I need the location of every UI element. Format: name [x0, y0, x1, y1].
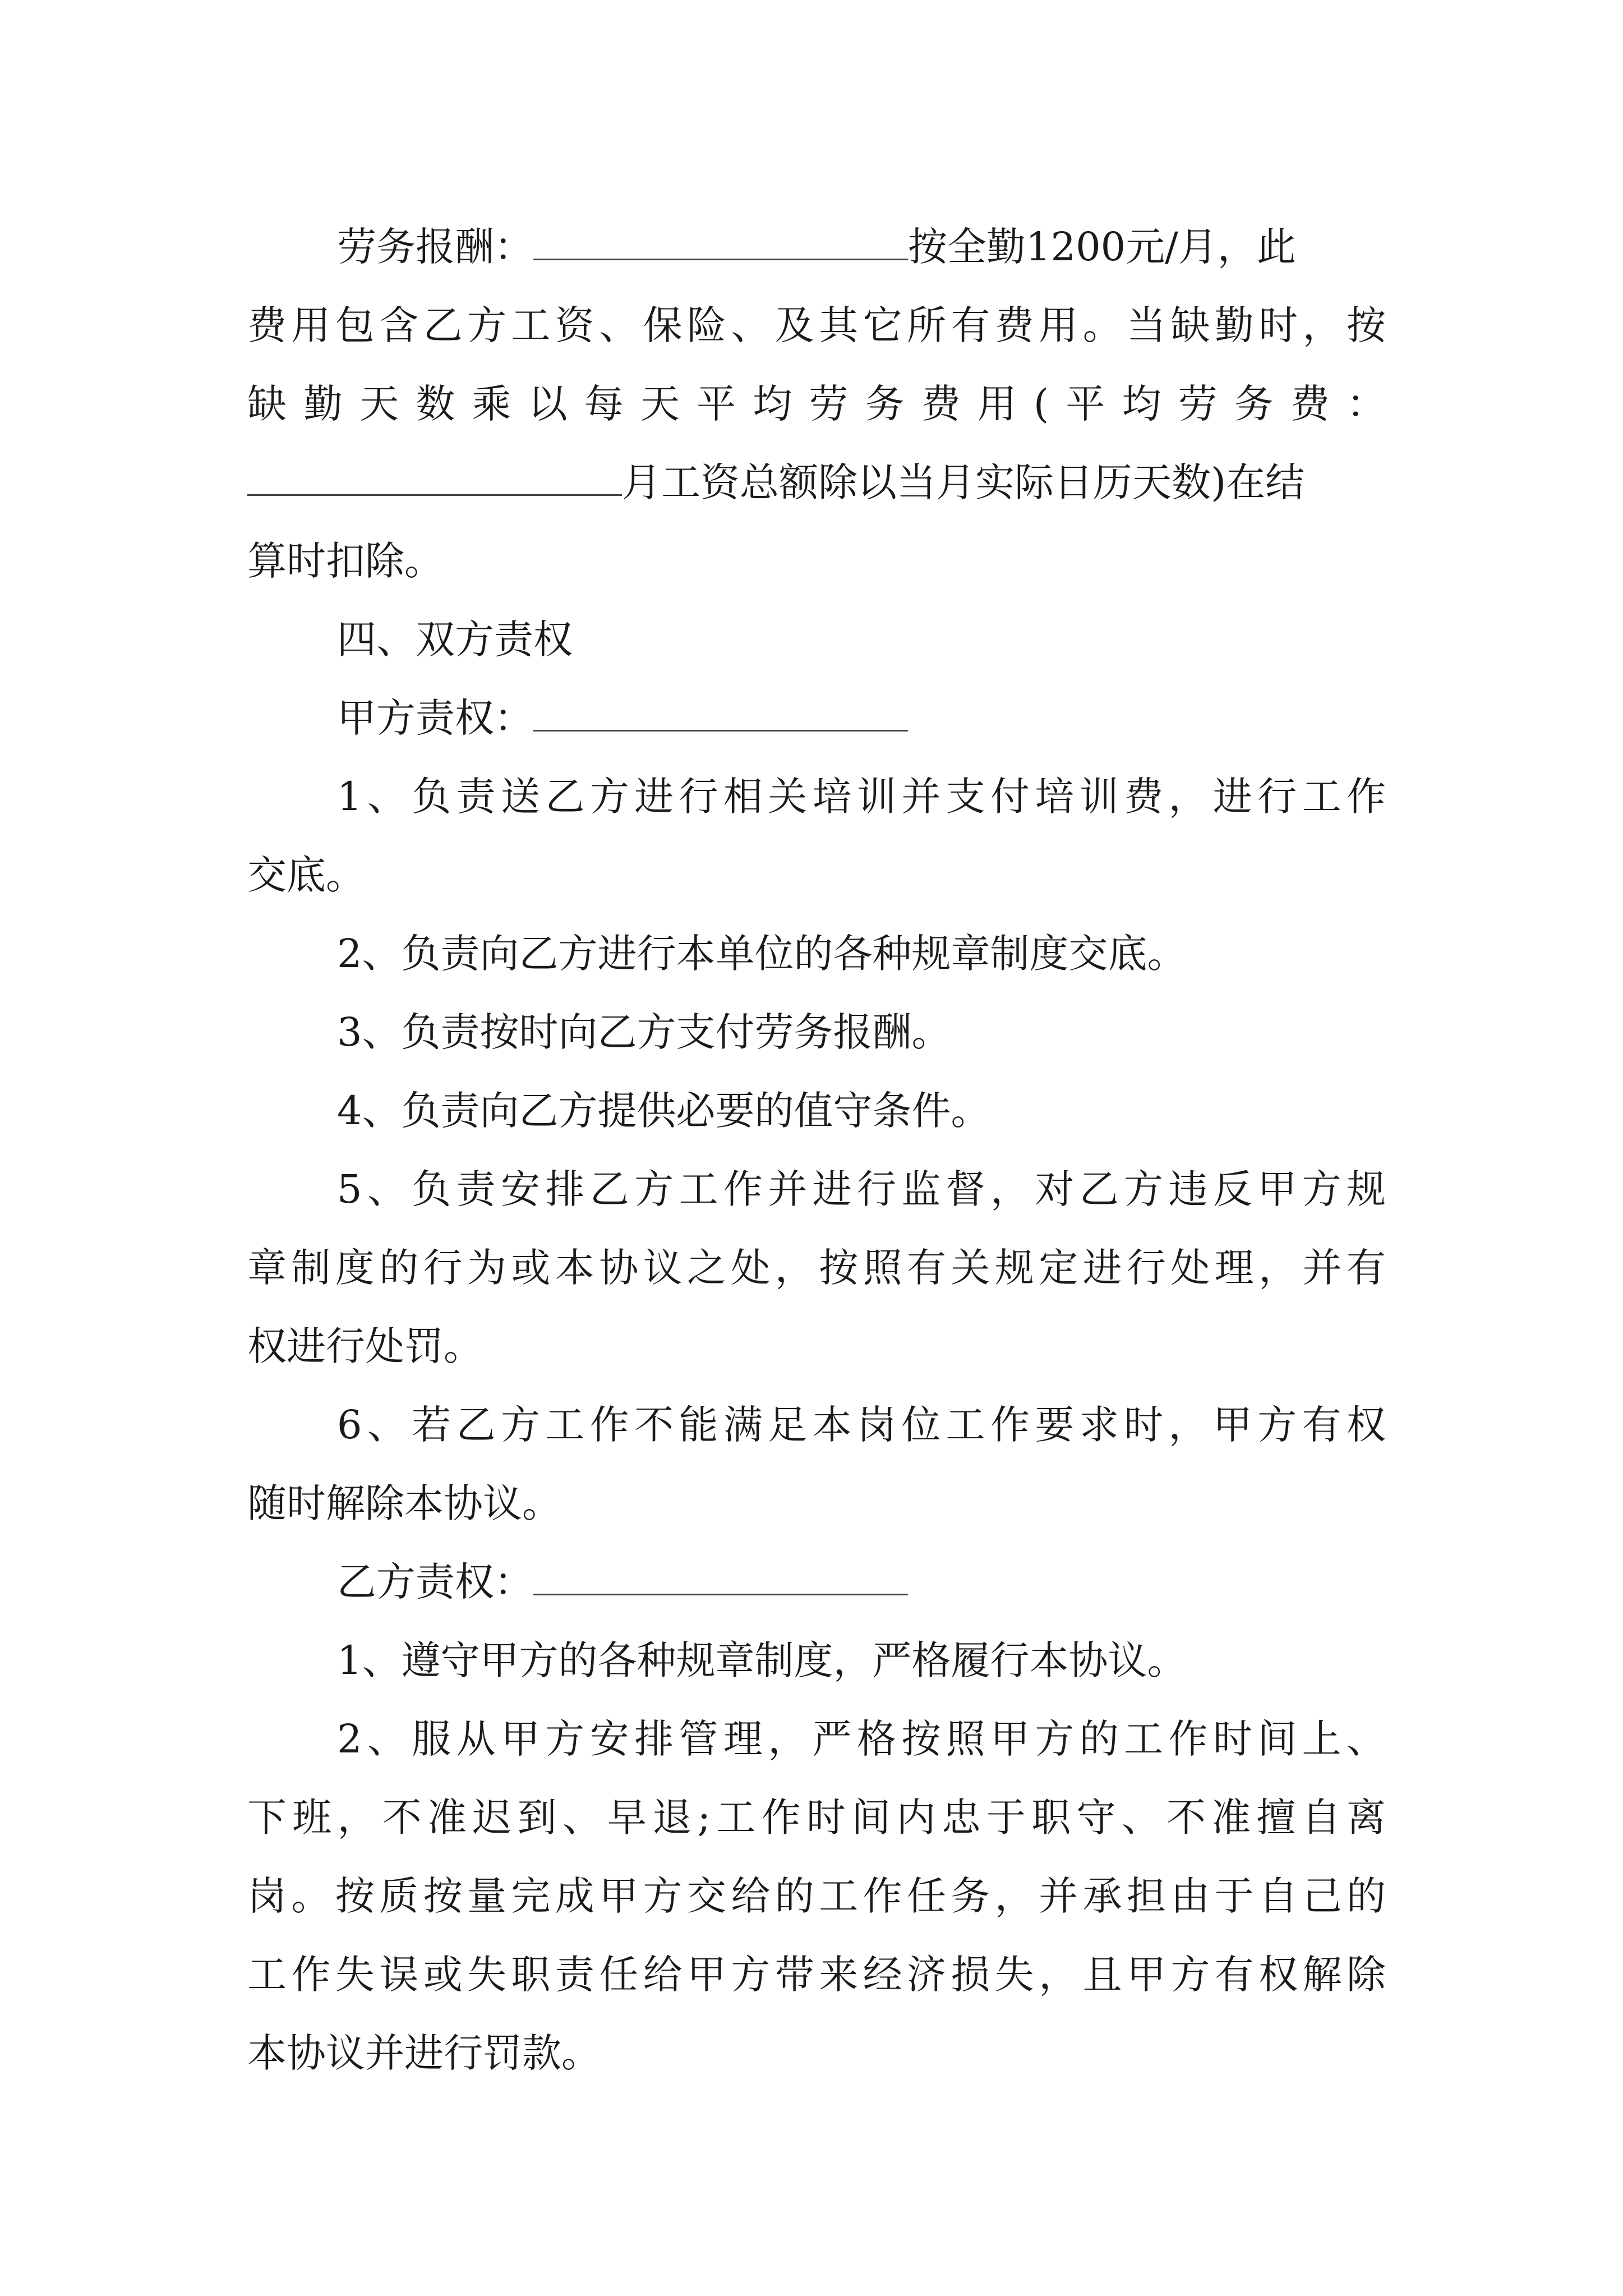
remuneration-line-3: 缺勤天数乘以每天平均劳务费用(平均劳务费： [247, 381, 1386, 427]
section-4-title: 四、双方责权 [337, 616, 573, 662]
remuneration-line-4-text: 月工资总额除以当月实际日历天数)在结 [622, 459, 1305, 505]
party-a-item-5-line-3: 权进行处罚。 [247, 1323, 483, 1369]
party-b-label-line [247, 1543, 1386, 1621]
party-a-item-6-line-1: 6、若乙方工作不能满足本岗位工作要求时，甲方有权 [337, 1402, 1386, 1448]
party-b-item-1: 1、遵守甲方的各种规章制度，严格履行本协议。 [337, 1637, 1187, 1683]
party-b-item-2-line-4: 工作失误或失职责任给甲方带来经济损失，且甲方有权解除 [247, 1952, 1386, 1998]
remuneration-amount-text: 按全勤1200元/月，此 [908, 224, 1296, 270]
party-a-item-6-line-2: 随时解除本协议。 [247, 1480, 561, 1526]
party-a-label-line [247, 679, 1386, 757]
remuneration-line-2: 费用包含乙方工资、保险、及其它所有费用。当缺勤时，按 [247, 302, 1386, 348]
average-fee-blank [247, 459, 622, 496]
party-a-item-4: 4、负责向乙方提供必要的值守条件。 [337, 1088, 990, 1134]
party-a-blank [533, 695, 908, 731]
remuneration-line-5: 算时扣除。 [247, 538, 444, 584]
party-a-label: 甲方责权： [337, 695, 533, 741]
party-a-item-3: 3、负责按时向乙方支付劳务报酬。 [337, 1009, 951, 1055]
party-a-item-5-line-1: 5、负责安排乙方工作并进行监督，对乙方违反甲方规 [337, 1166, 1386, 1212]
remuneration-label: 劳务报酬： [337, 224, 533, 270]
document-body [247, 208, 1386, 2092]
party-b-label: 乙方责权： [337, 1559, 533, 1605]
party-a-item-1-line-2: 交底。 [247, 852, 365, 898]
party-a-item-1-line-1: 1、负责送乙方进行相关培训并支付培训费，进行工作 [337, 774, 1386, 820]
party-b-item-2-line-3: 岗。按质按量完成甲方交给的工作任务，并承担由于自己的 [247, 1873, 1386, 1919]
party-b-blank [533, 1559, 908, 1595]
remuneration-line-1 [247, 208, 1386, 286]
party-a-item-2: 2、负责向乙方进行本单位的各种规章制度交底。 [337, 931, 1187, 977]
remuneration-line-4 [247, 443, 1386, 522]
party-b-item-2-line-1: 2、服从甲方安排管理，严格按照甲方的工作时间上、 [337, 1716, 1386, 1762]
party-b-item-2-line-5: 本协议并进行罚款。 [247, 2030, 601, 2076]
party-b-item-2-line-2: 下班，不准迟到、早退;工作时间内忠于职守、不准擅自离 [247, 1795, 1386, 1841]
party-a-item-5-line-2: 章制度的行为或本协议之处，按照有关规定进行处理，并有 [247, 1245, 1386, 1291]
remuneration-blank [533, 224, 908, 260]
